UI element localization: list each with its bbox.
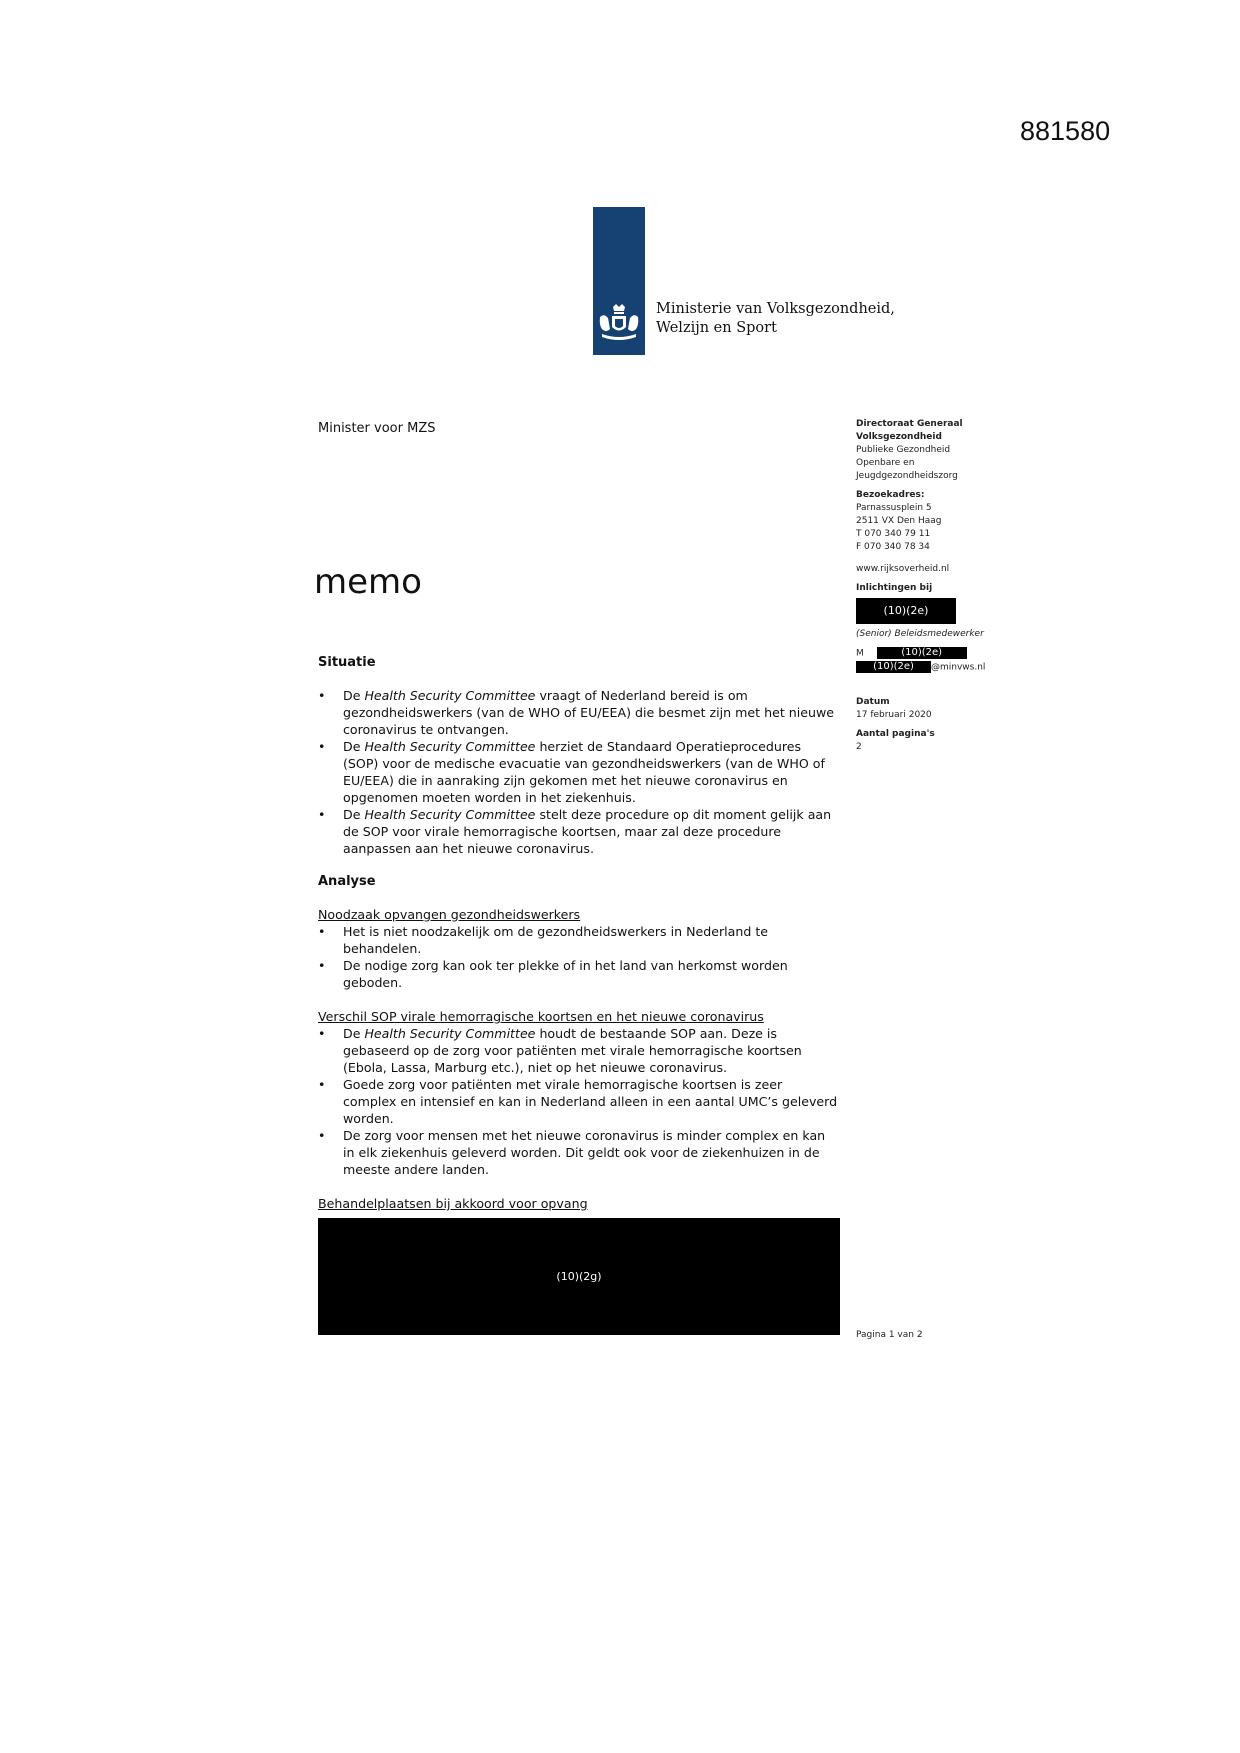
memo-body bbox=[318, 654, 838, 1335]
address-line-1: Parnassusplein 5 bbox=[856, 503, 932, 513]
ministry-name bbox=[656, 300, 895, 338]
verschil-list bbox=[318, 1025, 838, 1178]
date-label: Datum bbox=[856, 697, 890, 707]
pages-label: Aantal pagina's bbox=[856, 729, 935, 739]
redacted-block bbox=[318, 1218, 840, 1335]
date-value: 17 februari 2020 bbox=[856, 710, 932, 720]
memo-title: memo bbox=[314, 562, 422, 602]
document-number: 881580 bbox=[1020, 116, 1111, 146]
situatie-item: • De Health Security Committee vraagt of Nederland bereid is om gezondheidswerkers (van de WHO of EU/EEA) die besmet zijn met het nieuwe coronavirus te ontvangen. bbox=[343, 687, 838, 738]
address-line-2: 2511 VX Den Haag bbox=[856, 516, 942, 526]
email-suffix: @minvws.nl bbox=[931, 662, 986, 672]
org-line-3: Publieke Gezondheid bbox=[856, 445, 951, 455]
org-line-2: Volksgezondheid bbox=[856, 432, 942, 442]
info-label: Inlichtingen bij bbox=[856, 583, 933, 593]
situatie-item: • De Health Security Committee stelt deze procedure op dit moment gelijk aan de SOP voor virale hemorragische koortsen, maar zal deze procedure aanpassen aan het nieuwe coronavirus. bbox=[343, 806, 838, 857]
subheading-verschil: Verschil SOP virale hemorragische koortsen en het nieuwe coronavirus bbox=[318, 1009, 764, 1024]
org-line-4: Openbare en bbox=[856, 458, 915, 468]
mobile-prefix: M bbox=[856, 648, 864, 659]
email-line bbox=[856, 661, 1006, 675]
redacted-email: (10)(2e) bbox=[856, 661, 931, 673]
org-line-1: Directoraat Generaal bbox=[856, 419, 963, 429]
sidebar bbox=[856, 418, 1006, 754]
redacted-mobile: (10)(2e) bbox=[877, 647, 967, 659]
visit-address-label: Bezoekadres: bbox=[856, 490, 925, 500]
noodzaak-item: • Het is niet noodzakelijk om de gezondheidswerkers in Nederland te behandelen. bbox=[343, 923, 838, 957]
ministry-line-2: Welzijn en Sport bbox=[656, 320, 777, 336]
noodzaak-item: • De nodige zorg kan ook ter plekke of in het land van herkomst worden geboden. bbox=[343, 957, 838, 991]
crest-icon bbox=[596, 303, 642, 343]
addressee: Minister voor MZS bbox=[318, 421, 436, 436]
situatie-list bbox=[318, 687, 838, 857]
org-line-5: Jeugdgezondheidszorg bbox=[856, 471, 958, 481]
verschil-item: • De zorg voor mensen met het nieuwe coronavirus is minder complex en kan in elk ziekenhuis geleverd worden. Dit geldt ook voor de ziekenhuizen in de meeste andere landen. bbox=[343, 1127, 838, 1178]
contact-role-text: (Senior) Beleidsmedewerker bbox=[856, 629, 984, 639]
verschil-item: • Goede zorg voor patiënten met virale hemorragische koortsen is zeer complex en intensief en kan in Nederland alleen in een aantal UMC’s geleverd worden. bbox=[343, 1076, 838, 1127]
redacted-contact-name: (10)(2e) bbox=[856, 598, 956, 624]
situatie-item: • De Health Security Committee herziet de Standaard Operatieprocedures (SOP) voor de medische evacuatie van gezondheidswerkers (van de WHO of EU/EEA) die in aanraking zijn gekomen met het nieuwe coronavirus en opgenomen moeten worden in het ziekenhuis. bbox=[343, 738, 838, 806]
phone: T 070 340 79 11 bbox=[856, 529, 931, 539]
verschil-item: • De Health Security Committee houdt de bestaande SOP aan. Deze is gebaseerd op de zorg voor patiënten met virale hemorragische koortsen (Ebola, Lassa, Marburg etc.), niet op het nieuwe coronavirus. bbox=[343, 1025, 838, 1076]
situatie-heading: Situatie bbox=[318, 655, 376, 670]
subheading-noodzaak: Noodzaak opvangen gezondheidswerkers bbox=[318, 907, 581, 922]
subheading-behandelplaatsen: Behandelplaatsen bij akkoord voor opvang bbox=[318, 1196, 588, 1211]
pages-value: 2 bbox=[856, 742, 862, 752]
website-link[interactable]: www.rijksoverheid.nl bbox=[856, 564, 950, 574]
ministry-line-1: Ministerie van Volksgezondheid, bbox=[656, 301, 895, 317]
page-number: Pagina 1 van 2 bbox=[856, 1330, 923, 1340]
redaction-code: (10)(2g) bbox=[556, 1270, 602, 1283]
fax: F 070 340 78 34 bbox=[856, 542, 930, 552]
noodzaak-list bbox=[318, 923, 838, 991]
analyse-heading: Analyse bbox=[318, 874, 376, 889]
mobile-line bbox=[856, 647, 1006, 661]
contact-role bbox=[856, 628, 1006, 641]
